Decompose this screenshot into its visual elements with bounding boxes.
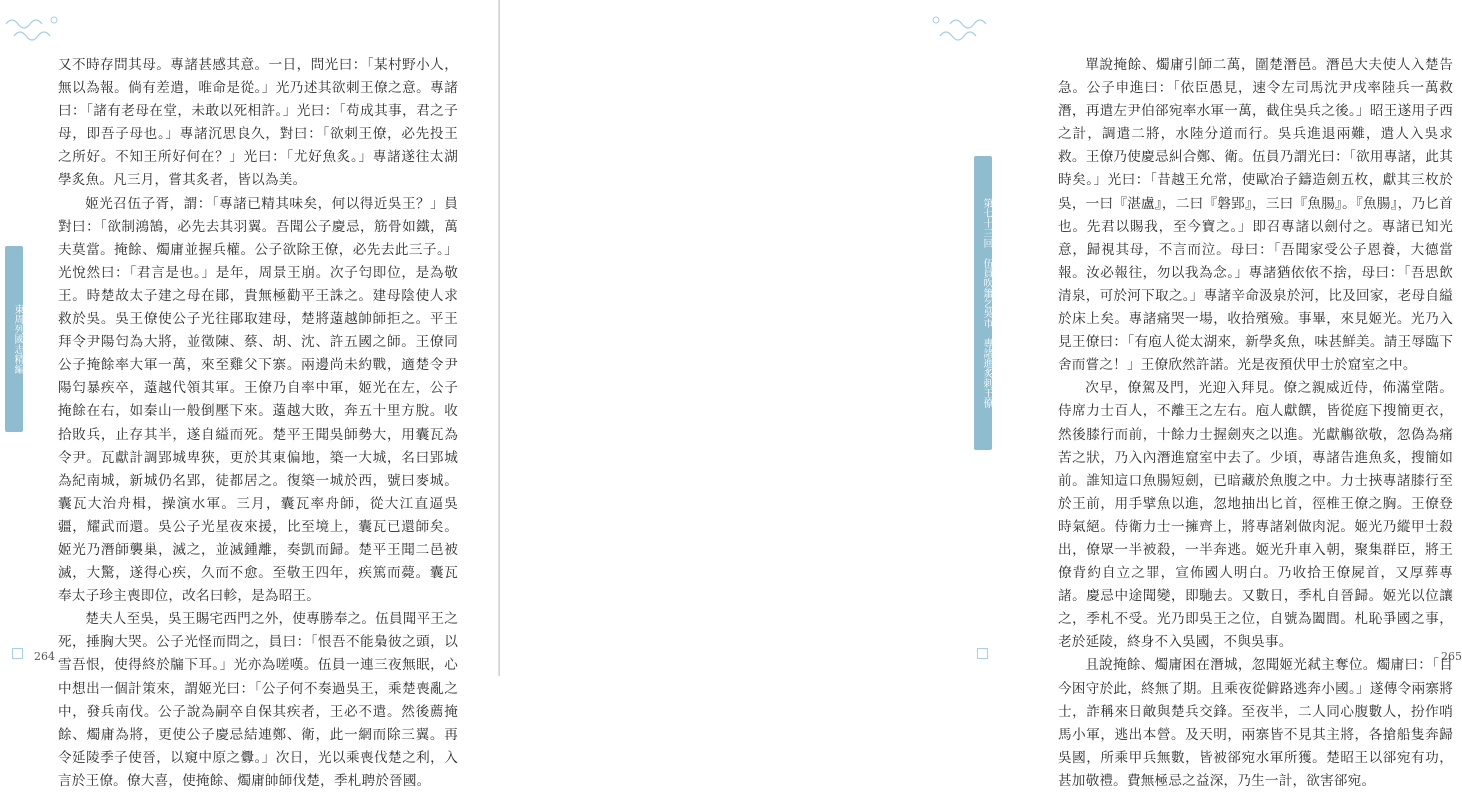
corner-ornament-icon [12,648,23,659]
paragraph: 姬光召伍子胥，謂：「專諸已精其味矣，何以得近吳王？」員對曰：「欲制鴻鵠，必先去其羽翼。吾聞公子慶忌，筋骨如鐵，萬夫莫當。掩餘、燭庸並握兵權。公子欲除王僚，必先去此三子。」光悅然曰：「君言是也。」是年，周景王崩。次子匄即位，是為敬王。時楚故太子建之母在鄖，貴無極勸平王誅之。建母陰使人求救於吳。吳王僚使公子光往鄖取建母，楚將薳越帥師拒之。平王拜令尹陽匄為大將，並徵陳、蔡、胡、沈、許五國之師。王僚同公子掩餘率大軍一萬，來至雞父下寨。兩邊尚未約戰，適楚令尹陽匄暴疾卒，薳越代領其軍。王僚乃自率中軍，姬光在左，公子掩餘在右，如秦山一般倒壓下來。薳越大敗，奔五十里方脫。收拾敗兵，止存其半，遂自縊而死。楚平王聞吳師勢大，用囊瓦為令尹。瓦獻計調郢城卑狹，更於其東偏地，築一大城，名曰郢城為紀南城，新城仍名郢，徒都居之。復築一城於西，號曰麥城。囊瓦大治舟楫，操演水軍。三月，囊瓦率舟師，從大江直逼吳疆，耀武而還。吳公子光星夜來援，比至境上，囊瓦已還師矣。姬光乃潛師襲巢，滅之，並滅鍾離，奏凱而歸。楚平王聞二邑被滅，大驚，遂得心疾，久而不愈。至敬王四年，疾篤而薨。囊瓦奉太子珍主喪即位，改名曰軫，是為昭王。 [58,195,458,605]
paragraph: 楚夫人至吳，吳王賜宅西門之外，使專勝奉之。伍員聞平王之死，捶胸大哭。公子光怪而問之，員曰：「恨吾不能梟彼之頭，以雪吾恨，使得終於牖下耳。」光亦為嗟嘆。伍員一連三夜無眠，心中想出一個計策來，謂姬光曰：「公子何不奏過吳王，乘楚喪亂之中，發兵南伐。公子說為嗣卒自保其疾者，王必不遣。然後薦掩餘、燭庸為將，更使公子慶忌結連鄭、衛，此一網而除三翼。再令延陵季子使晉，以窺中原之釁。」次日，光以乘喪伐楚之利，入言於王僚。僚大喜，使掩餘、燭庸帥師伐楚，季札聘於晉國。 [58,611,458,789]
cloud-ornament-icon [4,6,84,46]
left-page-text [58,54,458,793]
corner-ornament-icon [977,648,988,659]
cloud-ornament-icon [910,6,995,46]
paragraph: 次早，僚駕及門，光迎入拜見。僚之親威近侍，佈滿堂階。侍席力士百人，不離王之左右。庖人獻饌，皆從庭下搜簡更衣，然後膝行而前，十餘力士握劍夾之以進。光獻觴欲敬，忽偽為痛苦之狀，乃入內潛進窟室中去了。少頃，專諸告進魚炙，搜簡如前。誰知這口魚腸短劍，已暗藏於魚腹之中。力士挾專諸膝行至於王前，用手擘魚以進，忽地抽出匕首，徑椎王僚之胸。王僚登時氣絕。侍衛力士一擁齊上，將專諸剁做肉泥。姬光乃縱甲士殺出，僚眾一半被殺，一半奔逃。姬光升車入朝，聚集群臣，將王僚背約自立之罪，宣佈國人明白。乃收拾王僚屍首，又厚葬專諸。慶忌中途聞變，即馳去。又數日，季札自晉歸。姬光以位讓之，季札不受。光乃即吳王之位，自號為闔閭。札恥爭國之事，老於延陵，終身不入吳國，不與吳事。 [1058,380,1453,651]
paragraph: 單說掩餘、燭庸引師二萬，圍楚潛邑。潛邑大夫使人入楚告急。公子申進曰：「依臣愚見，速令左司馬沈尹戌率陸兵一萬救潛，再遣左尹伯郤宛率水軍一萬，截住吳兵之後。」昭王遂用子西之計，調遣二將，水陸分道而行。吳兵進退兩難，遣人入吳求救。王僚乃使慶忌糾合鄭、衛。伍員乃謂光曰：「欲用專諸，此其時矣。」光曰：「昔越王允常，使歐冶子鑄造劍五枚，獻其三枚於吳，一曰『湛盧』，二曰『磐郢』，三曰『魚腸』。『魚腸』，乃匕首也。先君以賜我，至今寶之。」即召專諸以劍付之。專諸已知光意，歸視其母，不言而泣。母曰：「吾聞家受公子恩養，大德當報。汝必報往，勿以我為念。」專諸猶依依不捨，母曰：「吾思飲清泉，可於河下取之。」專諸辛命汲泉於河，比及回家，老母自縊於床上矣。專諸痛哭一場，收拾殯殮。事畢，來見姬光。光乃入見王僚曰：「有庖人從太湖來，新學炙魚，味甚鮮美。請王辱臨下舍而嘗之！」王僚欣然許諾。光是夜預伏甲士於窟室之中。 [1058,57,1453,374]
page-number: 265 [1441,650,1462,663]
left-page [0,0,499,789]
right-page-text [1058,54,1453,793]
book-title-tab: 東周列國志精編 [5,246,23,432]
right-page [500,0,1462,789]
paragraph: 且說掩餘、燭庸困在潛城，忽聞姬光弒主奪位。燭庸曰：「目今困守於此，終無了期。且乘夜從僻路逃奔小國。」遂傳令兩寨將士，詐稱來日敵與楚兵交鋒。至夜半，二人同心腹數人，扮作哨馬小軍，逃出本營。及天明，兩寨皆不見其主將，各搶船隻奔歸吳國，所乘甲兵無數，皆被郤宛水軍所獲。楚昭王以郤宛有功，甚加敬禮。費無極忌之益深，乃生一計，欲害郤宛。 [1058,657,1453,789]
paragraph: 又不時存問其母。專諸甚感其意。一日，問光曰：「某村野小人，無以為報。倘有差遣，唯命是從。」光乃述其欲刺王僚之意。專諸曰：「諸有老母在堂，未敢以死相許。」光曰：「苟成其事，君之子母，即吾子母也。」專諸沉思良久，對曰：「欲刺王僚，必先投王之所好。不知王所好何在？」光曰：「尤好魚炙。」專諸遂往太湖學炙魚。凡三月，嘗其炙者，皆以為美。 [58,57,458,189]
page-number: 264 [34,650,55,663]
chapter-title-tab: 第七十三回 伍員吹簫乞吳市 專諸進炙刺王僚 [974,156,992,450]
